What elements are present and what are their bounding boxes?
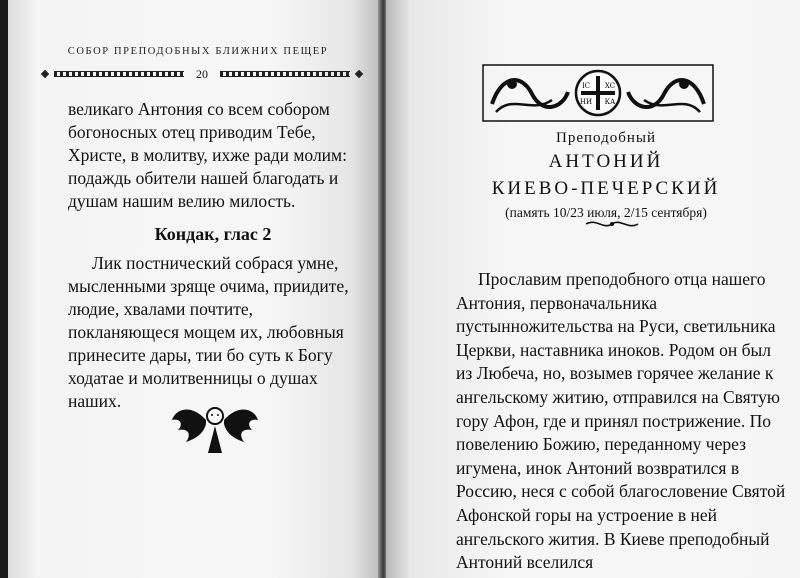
- cherub-ornament-icon: [170, 398, 260, 460]
- paragraph-kondak: Лик постнический собрася умне, мысленными зряще очима, приидите, людие, хвалами почтите, покланяющеся мощем их, любовныя принесите дары, тии бо суть к Богу ходатае и молитвенницы о душах наших.: [68, 253, 349, 411]
- ornament-line-right: [220, 71, 350, 77]
- running-head: СОБОР ПРЕПОДОБНЫХ БЛИЖНИХ ПЕЩЕР: [67, 46, 329, 57]
- paragraph-troparion-end: великаго Антония со всем собором богоносных отец приводим Тебе, Христе, в молитву, ихже ради молим: подаждь обители нашей благодать и душам нашим велию милость.: [68, 99, 347, 211]
- saint-title-block: [446, 130, 766, 221]
- ornament-letter: XC: [604, 82, 616, 90]
- left-page: [8, 0, 380, 578]
- diamond-ornament-icon: [355, 70, 363, 78]
- title-small: Преподобный: [556, 130, 656, 146]
- life-narrative: Прославим преподобного отца нашего Антония, первоначальника пустынножительства на Руси, светильника Церкви, наставника иноков. Родом он был из Любеча, но, возымев горячее желание к ангельскому житию, отправился на Святую гору Афон, где и принял пострижение. По повелению Божию, переданному через игумена, инок Антоний возвратился в Россию, неся с собой благословение Святой Афонской горы на устроение в ней ангельского жития. В Киеве преподобный Антоний вселился: [456, 269, 786, 573]
- header-ornament-rule: [42, 68, 362, 80]
- title-name: АНТОНИЙ: [548, 151, 664, 172]
- ornament-line-left: [54, 71, 184, 77]
- divider-ornament-icon: [582, 216, 642, 232]
- ornament-letter: КА: [604, 98, 616, 106]
- ornament-letter: IC: [581, 82, 591, 90]
- kondak-heading: Кондак, глас 2: [154, 224, 272, 244]
- memory-dates: (память 10/23 июля, 2/15 сентября): [505, 205, 707, 220]
- ornament-letter: НИ: [579, 98, 593, 106]
- diamond-ornament-icon: [41, 70, 49, 78]
- right-page: [386, 0, 800, 578]
- headpiece-ornament-icon: [482, 64, 714, 122]
- title-place: КИЕВО-ПЕЧЕРСКИЙ: [491, 178, 721, 199]
- page-number: 20: [196, 66, 208, 81]
